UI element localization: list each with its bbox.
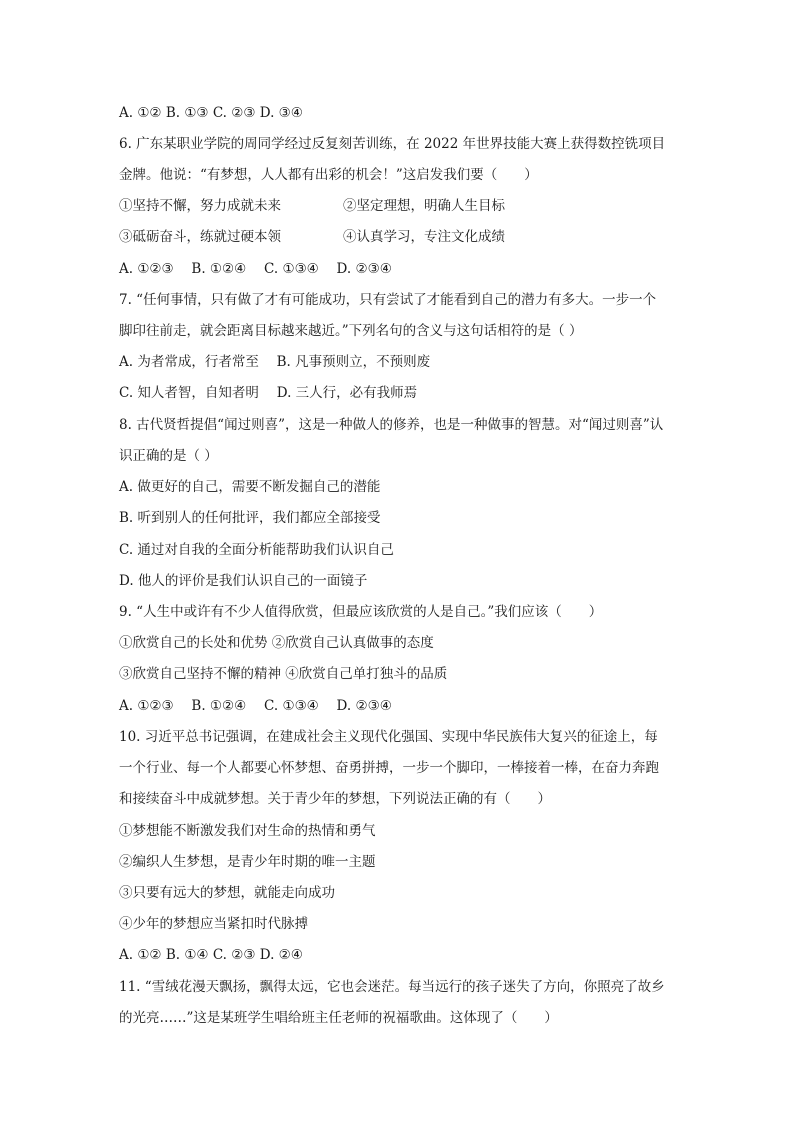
q9-stem: 9. “人生中或许有不少人值得欣赏，但最应该欣赏的人是自己。”我们应该（ ）	[119, 604, 603, 620]
q6-statements-row2	[119, 228, 679, 246]
q7-stem-line2: 脚印往前走，就会距离目标越来越近。”下列名句的含义与这句话相符的是（ ）	[119, 323, 583, 339]
q6-stem-line2: 金牌。他说：“有梦想，人人都有出彩的机会！”这启发我们要（ ）	[119, 167, 538, 183]
q9-options: A. ①②③ B. ①②④ C. ①③④ D. ②③④	[119, 698, 392, 714]
q10-stem-line2: 一个行业、每一个人都要心怀梦想、奋勇拼搏，一步一个脚印，一棒接着一棒，在奋力奔跑	[119, 760, 659, 776]
q10-stem-line1: 10. 习近平总书记强调，在建成社会主义现代化强国、实现中华民族伟大复兴的征途上，每	[119, 729, 658, 745]
q10-options: A. ①② B. ①④ C. ②③ D. ②④	[119, 947, 303, 963]
q10-statement-2: ②编织人生梦想，是青少年时期的唯一主题	[119, 854, 376, 870]
q6-statement-1: ①坚持不懈，努力成就未来	[119, 198, 281, 214]
q6-options: A. ①②③ B. ①②④ C. ①③④ D. ②③④	[119, 261, 392, 277]
q8-option-a: A. 做更好的自己，需要不断发掘自己的潜能	[119, 479, 381, 495]
q10-statement-1: ①梦想能不断激发我们对生命的热情和勇气	[119, 823, 376, 839]
q5-options: A. ①② B. ①③ C. ②③ D. ③④	[119, 105, 303, 121]
q9-statements-row2: ③欣赏自己坚持不懈的精神 ④欣赏自己单打独斗的品质	[119, 666, 448, 682]
q8-stem-line1: 8. 古代贤哲提倡“闻过则喜”，这是一种做人的修养，也是一种做事的智慧。对“闻过则喜”认	[119, 417, 664, 433]
q6-statements-row1	[119, 197, 679, 215]
q8-option-b: B. 听到别人的任何批评，我们都应全部接受	[119, 510, 381, 526]
q8-option-c: C. 通过对自我的全面分析能帮助我们认识自己	[119, 542, 394, 558]
q11-stem-line2: 的光亮……”这是某班学生唱给班主任老师的祝福歌曲。这体现了（ ）	[119, 1010, 558, 1026]
q11-stem-line1: 11. “雪绒花漫天飘扬，飘得太远，它也会迷茫。每当远行的孩子迷失了方向，你照亮了故乡	[119, 979, 665, 995]
q9-statements-row1: ①欣赏自己的长处和优势 ②欣赏自己认真做事的态度	[119, 635, 434, 651]
q7-options-row1: A. 为者常成，行者常至 B. 凡事预则立，不预则废	[119, 354, 431, 370]
q8-option-d: D. 他人的评价是我们认识自己的一面镜子	[119, 573, 368, 589]
q6-statement-4: ④认真学习，专注文化成绩	[343, 229, 505, 245]
q7-options-row2: C. 知人者智，自知者明 D. 三人行，必有我师焉	[119, 385, 418, 401]
q10-statement-3: ③只要有远大的梦想，就能走向成功	[119, 885, 335, 901]
q6-statement-2: ②坚定理想，明确人生目标	[343, 198, 505, 214]
q10-statement-4: ④少年的梦想应当紧扣时代脉搏	[119, 916, 308, 932]
q8-stem-line2: 识正确的是（ ）	[119, 448, 218, 464]
q6-statement-3: ③砥砺奋斗，练就过硬本领	[119, 229, 281, 245]
q6-stem-line1: 6. 广东某职业学院的周同学经过反复刻苦训练，在 2022 年世界技能大赛上获得数控铣项目	[119, 136, 666, 152]
q7-stem-line1: 7. “任何事情，只有做了才有可能成功，只有尝试了才能看到自己的潜力有多大。一步一个	[119, 292, 657, 308]
q10-stem-line3: 和接续奋斗中成就梦想。关于青少年的梦想，下列说法正确的有（ ）	[119, 791, 551, 807]
